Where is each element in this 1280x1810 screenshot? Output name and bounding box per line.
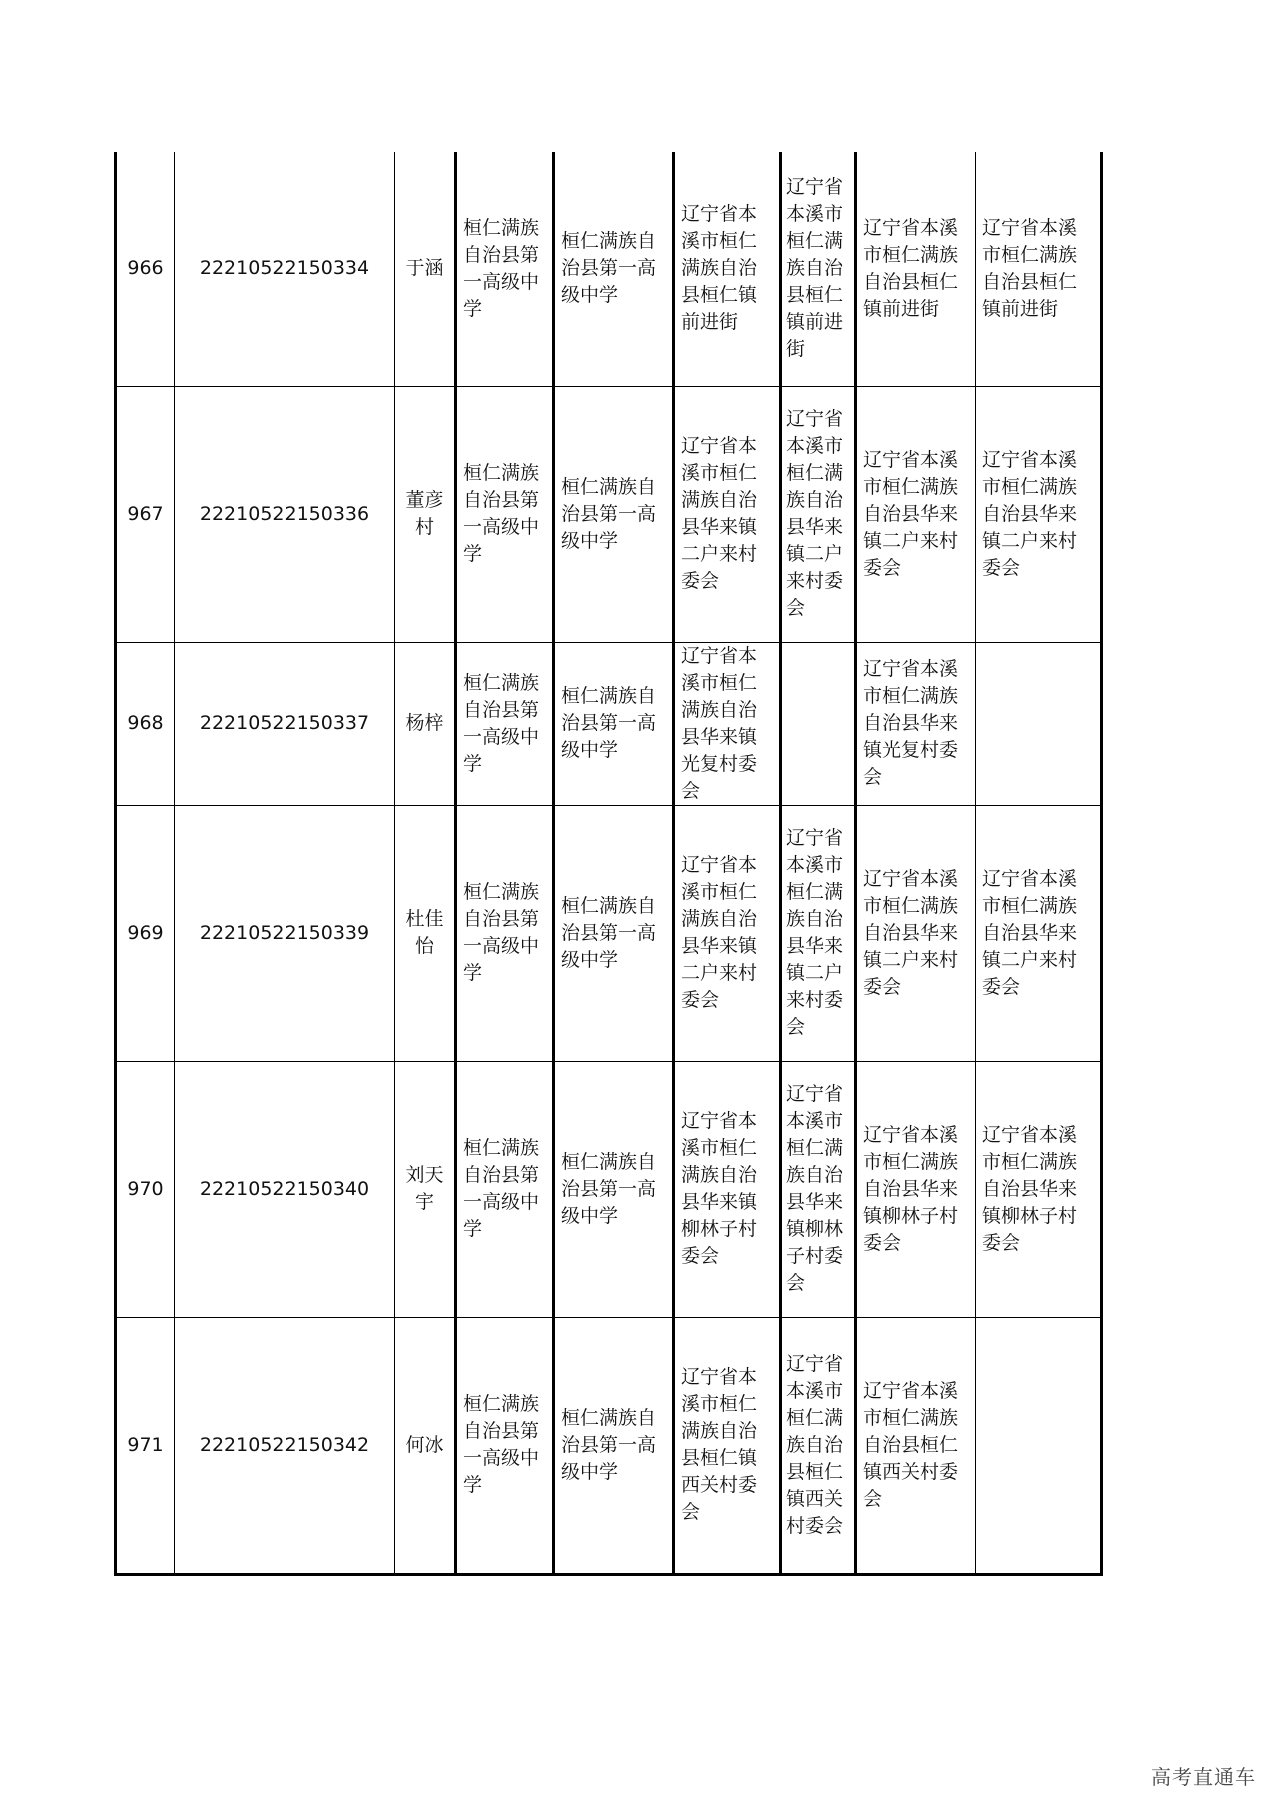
address-1: 辽宁省本溪市桓仁满族自治县华来镇二户来村委会 xyxy=(674,805,781,1061)
school-name: 桓仁满族自治县第一高级中学 xyxy=(456,386,554,642)
student-roster-table xyxy=(114,152,1103,1576)
address-1: 辽宁省本溪市桓仁满族自治县华来镇光复村委会 xyxy=(674,642,781,805)
address-2: 辽宁省本溪市桓仁满族自治县桓仁镇西关村委会 xyxy=(781,1317,856,1574)
address-1: 辽宁省本溪市桓仁满族自治县桓仁镇西关村委会 xyxy=(674,1317,781,1574)
school-name-alt: 桓仁满族自治县第一高级中学 xyxy=(554,642,674,805)
exam-id: 22210522150339 xyxy=(175,805,395,1061)
row-number: 968 xyxy=(116,642,175,805)
address-4: 辽宁省本溪市桓仁满族自治县华来镇二户来村委会 xyxy=(976,386,1102,642)
school-name-alt: 桓仁满族自治县第一高级中学 xyxy=(554,805,674,1061)
table-row xyxy=(116,805,1102,1061)
school-name-alt: 桓仁满族自治县第一高级中学 xyxy=(554,152,674,386)
school-name: 桓仁满族自治县第一高级中学 xyxy=(456,152,554,386)
address-2: 辽宁省本溪市桓仁满族自治县华来镇二户来村委会 xyxy=(781,386,856,642)
student-name: 何冰 xyxy=(395,1317,456,1574)
row-number: 966 xyxy=(116,152,175,386)
school-name: 桓仁满族自治县第一高级中学 xyxy=(456,1061,554,1317)
student-name: 董彦村 xyxy=(395,386,456,642)
row-number: 971 xyxy=(116,1317,175,1574)
exam-id: 22210522150334 xyxy=(175,152,395,386)
exam-id: 22210522150342 xyxy=(175,1317,395,1574)
table-row xyxy=(116,152,1102,386)
school-name-alt: 桓仁满族自治县第一高级中学 xyxy=(554,1061,674,1317)
roster-body xyxy=(116,152,1102,1574)
row-number: 969 xyxy=(116,805,175,1061)
school-name: 桓仁满族自治县第一高级中学 xyxy=(456,642,554,805)
student-name: 刘天宇 xyxy=(395,1061,456,1317)
address-3: 辽宁省本溪市桓仁满族自治县桓仁镇西关村委会 xyxy=(856,1317,976,1574)
school-name: 桓仁满族自治县第一高级中学 xyxy=(456,1317,554,1574)
address-2: 辽宁省本溪市桓仁满族自治县华来镇二户来村委会 xyxy=(781,805,856,1061)
address-1: 辽宁省本溪市桓仁满族自治县华来镇二户来村委会 xyxy=(674,386,781,642)
student-name: 杜佳怡 xyxy=(395,805,456,1061)
address-3: 辽宁省本溪市桓仁满族自治县华来镇光复村委会 xyxy=(856,642,976,805)
row-number: 967 xyxy=(116,386,175,642)
address-2: 辽宁省本溪市桓仁满族自治县华来镇柳林子村委会 xyxy=(781,1061,856,1317)
student-name: 杨梓 xyxy=(395,642,456,805)
exam-id: 22210522150340 xyxy=(175,1061,395,1317)
school-name: 桓仁满族自治县第一高级中学 xyxy=(456,805,554,1061)
exam-id: 22210522150336 xyxy=(175,386,395,642)
address-4 xyxy=(976,1317,1102,1574)
table-row xyxy=(116,1061,1102,1317)
exam-id: 22210522150337 xyxy=(175,642,395,805)
address-2 xyxy=(781,642,856,805)
school-name-alt: 桓仁满族自治县第一高级中学 xyxy=(554,1317,674,1574)
address-3: 辽宁省本溪市桓仁满族自治县桓仁镇前进街 xyxy=(856,152,976,386)
address-3: 辽宁省本溪市桓仁满族自治县华来镇柳林子村委会 xyxy=(856,1061,976,1317)
address-4 xyxy=(976,642,1102,805)
address-3: 辽宁省本溪市桓仁满族自治县华来镇二户来村委会 xyxy=(856,386,976,642)
table-row xyxy=(116,1317,1102,1574)
table-row xyxy=(116,386,1102,642)
table-row xyxy=(116,642,1102,805)
address-4: 辽宁省本溪市桓仁满族自治县桓仁镇前进街 xyxy=(976,152,1102,386)
student-name: 于涵 xyxy=(395,152,456,386)
address-1: 辽宁省本溪市桓仁满族自治县桓仁镇前进街 xyxy=(674,152,781,386)
watermark-text: 高考直通车 xyxy=(1151,1765,1256,1789)
address-3: 辽宁省本溪市桓仁满族自治县华来镇二户来村委会 xyxy=(856,805,976,1061)
address-2: 辽宁省本溪市桓仁满族自治县桓仁镇前进街 xyxy=(781,152,856,386)
school-name-alt: 桓仁满族自治县第一高级中学 xyxy=(554,386,674,642)
address-1: 辽宁省本溪市桓仁满族自治县华来镇柳林子村委会 xyxy=(674,1061,781,1317)
row-number: 970 xyxy=(116,1061,175,1317)
address-4: 辽宁省本溪市桓仁满族自治县华来镇柳林子村委会 xyxy=(976,1061,1102,1317)
address-4: 辽宁省本溪市桓仁满族自治县华来镇二户来村委会 xyxy=(976,805,1102,1061)
